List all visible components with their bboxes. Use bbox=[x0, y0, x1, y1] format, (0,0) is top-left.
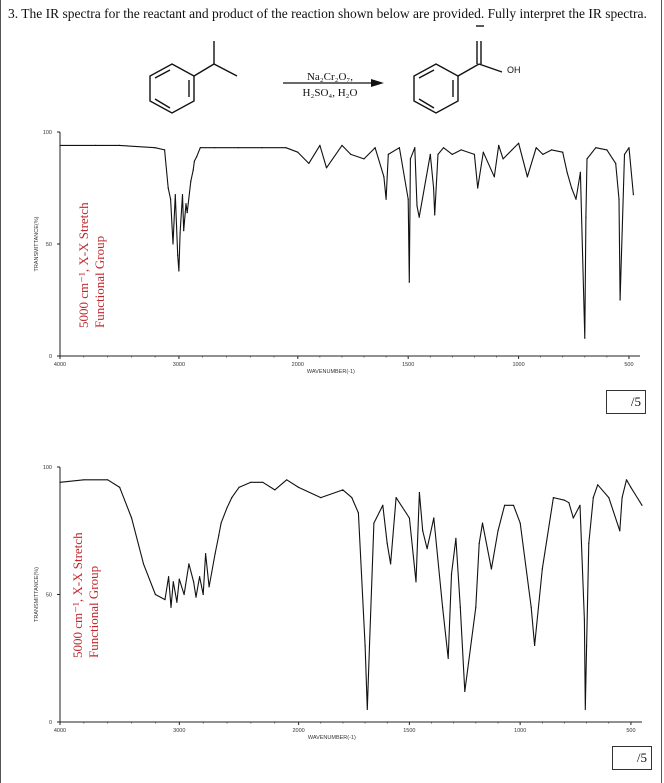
spectrum-point bbox=[179, 579, 180, 580]
spectrum-point bbox=[195, 597, 196, 598]
spectrum-point bbox=[584, 619, 585, 620]
spectrum-point bbox=[518, 143, 519, 144]
y-tick-label: 50 bbox=[45, 242, 52, 248]
x-tick-label: 500 bbox=[626, 728, 636, 734]
spectrum-point bbox=[430, 154, 431, 155]
spectrum-point bbox=[586, 158, 587, 159]
spectrum-point bbox=[483, 152, 484, 153]
reagent-line-1: Na₂Cr₂O₇, bbox=[306, 71, 354, 83]
spectrum-point bbox=[383, 176, 384, 177]
spectrum-point bbox=[262, 147, 263, 148]
spectrum-point bbox=[203, 594, 204, 595]
spectrum-point bbox=[427, 548, 428, 549]
spectrum-point bbox=[497, 530, 498, 531]
spectrum-point bbox=[579, 505, 580, 506]
spectrum-point bbox=[363, 158, 364, 159]
spectrum-point bbox=[580, 172, 581, 173]
spectrum-point bbox=[622, 497, 623, 498]
spectrum-point bbox=[399, 147, 400, 148]
spectrum-point bbox=[226, 507, 227, 508]
spectrum-point bbox=[573, 517, 574, 518]
spectrum-point bbox=[415, 581, 416, 582]
spectrum-point bbox=[175, 194, 176, 195]
spectrum-point bbox=[200, 147, 201, 148]
spectrum-point bbox=[422, 530, 423, 531]
spectrum-point bbox=[298, 487, 299, 488]
x-tick-label: 4000 bbox=[53, 728, 67, 734]
spectrum-point bbox=[326, 167, 327, 168]
spectrum-point bbox=[620, 299, 621, 300]
spectrum-point bbox=[215, 553, 216, 554]
spectrum-point bbox=[178, 270, 179, 271]
spectrum-point bbox=[567, 172, 568, 173]
spectrum-point bbox=[221, 523, 222, 524]
spectrum-point bbox=[351, 497, 352, 498]
spectrum-point bbox=[494, 176, 495, 177]
spectrum-point bbox=[155, 594, 156, 595]
spectrum-point bbox=[542, 568, 543, 569]
spectrum-point bbox=[209, 586, 210, 587]
x-tick-label: 2000 bbox=[291, 362, 304, 368]
spectrum-point bbox=[586, 645, 587, 646]
spectrum-point bbox=[168, 576, 169, 577]
spectrum-point bbox=[630, 487, 631, 488]
spectrum-point bbox=[182, 194, 183, 195]
spectrum-point bbox=[409, 517, 410, 518]
spectrum-point bbox=[562, 152, 563, 153]
spectrum-point bbox=[373, 523, 374, 524]
spectrum-point bbox=[218, 535, 219, 536]
spectrum-point bbox=[388, 154, 389, 155]
spectrum-point bbox=[119, 487, 120, 488]
spectrum-point bbox=[155, 147, 156, 148]
spectrum-point bbox=[542, 154, 543, 155]
spectrum-point bbox=[553, 497, 554, 498]
spectrum-point bbox=[588, 543, 589, 544]
spectrum-point bbox=[619, 530, 620, 531]
spectrum-point bbox=[173, 581, 174, 582]
spectrum-point bbox=[416, 205, 417, 206]
spectrum-point bbox=[585, 217, 586, 218]
spectrum-point bbox=[367, 709, 368, 710]
spectrum-point bbox=[408, 199, 409, 200]
spectrum-point bbox=[615, 163, 616, 164]
reaction-scheme bbox=[0, 0, 664, 125]
spectrum-point bbox=[434, 214, 435, 215]
spectrum-point bbox=[170, 607, 171, 608]
spectrum-point bbox=[409, 282, 410, 283]
spectrum-point bbox=[184, 594, 185, 595]
y-tick-label: 100 bbox=[42, 130, 52, 136]
spectrum-point bbox=[320, 497, 321, 498]
spectrum-point bbox=[214, 147, 215, 148]
spectrum-point bbox=[443, 147, 444, 148]
spectrum-point bbox=[419, 217, 420, 218]
spectrum-point bbox=[342, 489, 343, 490]
spectrum-point bbox=[170, 199, 171, 200]
spectrum-point bbox=[274, 489, 275, 490]
spectrum-point bbox=[193, 170, 194, 171]
product-oh-label: OH bbox=[507, 65, 521, 75]
x-tick-label: 1500 bbox=[402, 362, 415, 368]
x-tick-label: 2000 bbox=[292, 728, 305, 734]
spectrum-point bbox=[479, 543, 480, 544]
spectrum-point bbox=[369, 645, 370, 646]
spectrum-point bbox=[238, 487, 239, 488]
spectrum-point bbox=[626, 479, 627, 480]
spectrum-point bbox=[297, 152, 298, 153]
x-tick-label: 1000 bbox=[512, 362, 525, 368]
y-tick-label: 50 bbox=[45, 592, 52, 599]
score-box-2[interactable]: /5 bbox=[612, 746, 652, 770]
spectrum-point bbox=[551, 149, 552, 150]
spectrum-point bbox=[190, 181, 191, 182]
reagent-line-2: H₂SO₄, H₂O bbox=[302, 87, 358, 99]
spectrum-point bbox=[59, 145, 60, 146]
spectrum-point bbox=[520, 523, 521, 524]
spectrum-point bbox=[464, 691, 465, 692]
spectrum-point bbox=[83, 479, 84, 480]
spectrum-point bbox=[262, 482, 263, 483]
spectrum-point bbox=[568, 502, 569, 503]
x-tick-label: 1000 bbox=[514, 728, 527, 734]
spectrum-point bbox=[503, 158, 504, 159]
spectrum-point bbox=[455, 538, 456, 539]
spectrum-point bbox=[286, 479, 287, 480]
spectrum-point bbox=[176, 602, 177, 603]
spectrum-point bbox=[238, 147, 239, 148]
spectrum-point bbox=[531, 607, 532, 608]
x-tick-label: 500 bbox=[624, 362, 634, 368]
y-tick-label: 0 bbox=[48, 354, 52, 360]
x-tick-label: 1500 bbox=[403, 728, 416, 734]
spectrum-point bbox=[183, 230, 184, 231]
spectrum-point bbox=[199, 576, 200, 577]
spectrum-point bbox=[95, 145, 96, 146]
annotation-note-2 bbox=[70, 518, 102, 658]
spectrum-point bbox=[382, 505, 383, 506]
spectrum-point bbox=[410, 158, 411, 159]
annotation-line-1: 5000 cm⁻¹, X-X Stretch bbox=[76, 202, 91, 328]
spectrum-point bbox=[341, 145, 342, 146]
spectrum-point bbox=[461, 149, 462, 150]
spectrum-point bbox=[433, 187, 434, 188]
spectrum-point bbox=[624, 154, 625, 155]
spectrum-point bbox=[390, 563, 391, 564]
y-tick-label: 0 bbox=[48, 720, 52, 726]
y-axis-title: TRANSMITTANCE(%) bbox=[34, 567, 40, 622]
spectrum-point bbox=[575, 199, 576, 200]
spectrum-point bbox=[168, 187, 169, 188]
spectrum-point bbox=[250, 482, 251, 483]
x-axis-title: WAVENUMBER(-1) bbox=[306, 369, 355, 375]
spectrum-point bbox=[597, 484, 598, 485]
spectrum-point bbox=[451, 574, 452, 575]
spectrum-point bbox=[387, 543, 388, 544]
spectrum-point bbox=[564, 500, 565, 501]
spectrum-point bbox=[593, 497, 594, 498]
y-axis-title: TRANSMITTANCE(%) bbox=[34, 216, 40, 272]
spectrum-point bbox=[482, 523, 483, 524]
spectrum-point bbox=[452, 154, 453, 155]
spectrum-series-line bbox=[60, 143, 633, 338]
spectrum-point bbox=[595, 147, 596, 148]
spectrum-point bbox=[571, 187, 572, 188]
spectrum-point bbox=[319, 145, 320, 146]
spectrum-point bbox=[164, 149, 165, 150]
spectrum-point bbox=[358, 512, 359, 513]
spectrum-point bbox=[107, 479, 108, 480]
x-tick-label: 3000 bbox=[173, 728, 186, 734]
spectrum-point bbox=[536, 147, 537, 148]
spectrum-point bbox=[437, 154, 438, 155]
spectrum-point bbox=[59, 482, 60, 483]
spectrum-point bbox=[585, 709, 586, 710]
spectrum-point bbox=[231, 497, 232, 498]
spectrum-point bbox=[180, 232, 181, 233]
question-text: 3. The IR spectra for the reactant and product of the reaction shown below are provided. Fully interpret the IR spectra. bbox=[8, 6, 647, 21]
spectrum-point bbox=[419, 492, 420, 493]
x-tick-label: 4000 bbox=[53, 362, 67, 368]
annotation-line-2: Functional Group bbox=[92, 235, 107, 328]
spectrum-point bbox=[172, 243, 173, 244]
spectrum-point bbox=[460, 607, 461, 608]
y-tick-label: 100 bbox=[42, 465, 52, 471]
spectrum-point bbox=[608, 497, 609, 498]
spectrum-point bbox=[177, 255, 178, 256]
spectrum-point bbox=[618, 199, 619, 200]
annotation-line-1: 5000 cm⁻¹, X-X Stretch bbox=[70, 532, 85, 658]
spectrum-point bbox=[386, 199, 387, 200]
annotation-line-2: Functional Group bbox=[86, 565, 101, 658]
spectrum-point bbox=[285, 147, 286, 148]
spectrum-point bbox=[534, 645, 535, 646]
reactant-structure bbox=[150, 41, 237, 113]
spectrum-point bbox=[584, 338, 585, 339]
spectrum-point bbox=[448, 658, 449, 659]
spectrum-point bbox=[527, 176, 528, 177]
spectrum-point bbox=[433, 517, 434, 518]
spectrum-series-line bbox=[60, 480, 642, 710]
spectrum-point bbox=[194, 161, 195, 162]
spectrum-point bbox=[119, 145, 120, 146]
spectrum-point bbox=[193, 581, 194, 582]
spectrum-point bbox=[350, 154, 351, 155]
spectrum-point bbox=[513, 505, 514, 506]
spectrum-point bbox=[511, 149, 512, 150]
spectrum-point bbox=[196, 156, 197, 157]
spectrum-point bbox=[491, 568, 492, 569]
spectrum-point bbox=[498, 145, 499, 146]
spectrum-point bbox=[143, 563, 144, 564]
spectrum-point bbox=[628, 147, 629, 148]
spectrum-point bbox=[308, 163, 309, 164]
spectrum-point bbox=[641, 505, 642, 506]
spectrum-point bbox=[475, 607, 476, 608]
x-axis-title: WAVENUMBER(-1) bbox=[307, 735, 356, 741]
spectrum-point bbox=[375, 147, 376, 148]
spectrum-point bbox=[504, 505, 505, 506]
product-structure bbox=[414, 26, 502, 113]
x-tick-label: 3000 bbox=[172, 362, 186, 368]
spectrum-point bbox=[131, 517, 132, 518]
spectrum-point bbox=[477, 187, 478, 188]
score-box-1[interactable]: /5 bbox=[606, 390, 646, 414]
spectrum-point bbox=[396, 497, 397, 498]
spectrum-point bbox=[205, 553, 206, 554]
spectrum-point bbox=[414, 147, 415, 148]
spectrum-point bbox=[442, 607, 443, 608]
spectrum-point bbox=[185, 203, 186, 204]
spectrum-point bbox=[365, 645, 366, 646]
spectrum-point bbox=[188, 563, 189, 564]
annotation-note-1 bbox=[76, 198, 108, 328]
spectrum-point bbox=[606, 149, 607, 150]
spectrum-point bbox=[187, 212, 188, 213]
spectrum-point bbox=[164, 599, 165, 600]
spectrum-point bbox=[633, 194, 634, 195]
spectrum-point bbox=[474, 154, 475, 155]
